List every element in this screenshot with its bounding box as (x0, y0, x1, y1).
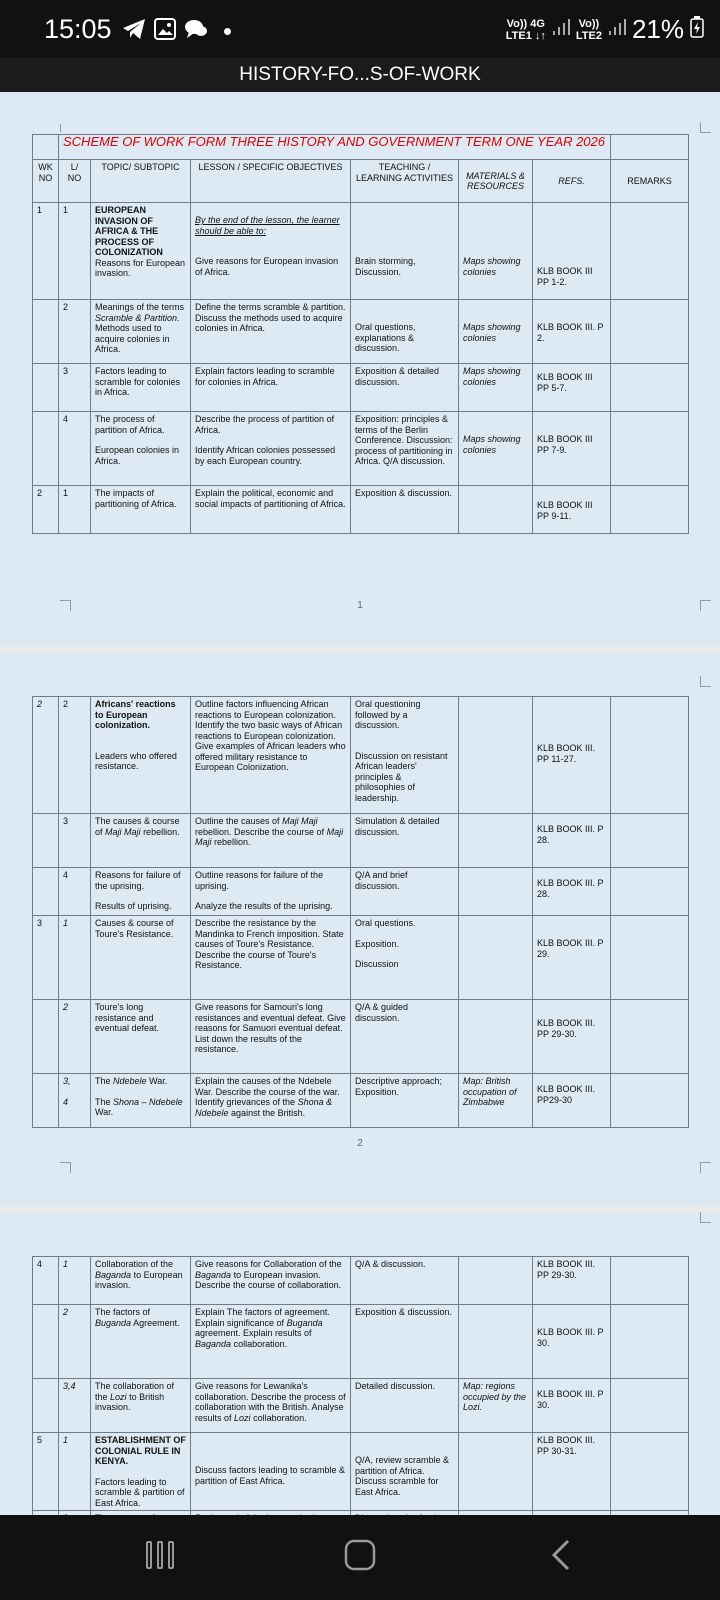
sim2-network: Vo)) LTE2 (575, 17, 602, 42)
topic-cell: Collaboration of the Baganda to European invasion. (91, 1257, 191, 1305)
activities-cell: Oral questions, explanations & discussion. (351, 300, 459, 364)
week-number: 2 (33, 486, 59, 534)
objectives-cell: Outline reasons for failure of the uprising. Analyze the results of the uprising. (191, 868, 351, 916)
activities-cell: Q/A & guided discussion. (351, 1000, 459, 1074)
gallery-icon (154, 18, 176, 45)
materials-cell: Maps showing colonies (459, 300, 533, 364)
refs-cell: KLB BOOK III. P 28. (533, 814, 611, 868)
activities-cell: Exposition: principles & terms of the Berlin Conference. Discussion: process of partitioning in Africa. Q/A discussion. (351, 412, 459, 486)
table-header-row (33, 160, 689, 203)
topic-cell: The process of partition of Africa. European colonies in Africa. (91, 412, 191, 486)
objectives-cell: Give reasons for Lewanika's collaboration. Describe the process of collaboration with the British. Analyse results of Lozi collaboration. (191, 1379, 351, 1433)
refs-cell: KLB BOOK III. PP 30-31. (533, 1433, 611, 1511)
objectives-cell: Define the terms scramble & partition. Discuss the methods used to acquire colonies in Africa. (191, 300, 351, 364)
refs-cell: KLB BOOK III PP 7-9. (533, 412, 611, 486)
page-corner-mark (700, 1212, 711, 1223)
page-corner-mark (700, 122, 711, 133)
objectives-cell: Explain The factors of agreement. Explain significance of Buganda agreement. Explain results of Baganda collaboration. (191, 1305, 351, 1379)
activities-cell: Oral questioning followed by a discussion. Discussion on resistant African leaders' principles & philosophies of leadership. (351, 697, 459, 814)
lesson-number: 3,4 (59, 1379, 91, 1433)
table-row (33, 1379, 689, 1433)
table-row (33, 300, 689, 364)
materials-cell: Map: regions occupied by the Lozi. (459, 1379, 533, 1433)
lesson-number: 1 (59, 203, 91, 300)
table-row (33, 1305, 689, 1379)
materials-cell: Maps showing colonies (459, 412, 533, 486)
refs-cell: KLB BOOK III. PP 11-27. (533, 697, 611, 814)
objectives-cell: Discuss factors leading to scramble & partition of East Africa. (191, 1433, 351, 1511)
lesson-number: 4 (59, 868, 91, 916)
document-page-3 (0, 1212, 720, 1515)
lesson-number: 1 (59, 486, 91, 534)
lesson-number: 2 (59, 300, 91, 364)
lesson-number: 3 (59, 364, 91, 412)
lesson-number: 4 (59, 412, 91, 486)
week-number: 3 (33, 916, 59, 1000)
objectives-cell: Describe the resistance by the Mandinka to French imposition. State causes of Toure's Resistance. Describe the course of Toure's Resistance. (191, 916, 351, 1000)
dot-icon (224, 28, 231, 35)
topic-cell: Reasons for failure of the uprising. Results of uprising. (91, 868, 191, 916)
week-number: 1 (33, 203, 59, 300)
week-number: 5 (33, 1433, 59, 1511)
objectives-cell: Explain the causes of the Ndebele War. Describe the course of the war. Identify grievances of the Shona & Ndebele against the British. (191, 1074, 351, 1128)
signal-icon (608, 18, 626, 41)
materials-cell: Map: British occupation of Zimbabwe (459, 1074, 533, 1128)
document-page-1 (0, 92, 720, 644)
table-title: SCHEME OF WORK FORM THREE HISTORY AND GOVERNMENT TERM ONE YEAR 2026 (59, 135, 611, 160)
lesson-number: 1 (59, 1433, 91, 1511)
table-row (33, 868, 689, 916)
activities-cell: Q/A and brief discussion. (351, 868, 459, 916)
activities-cell: Exposition & discussion. (351, 1305, 459, 1379)
topic-cell: The causes & course of Maji Maji rebellion. (91, 814, 191, 868)
header-wk-no: WK NO (33, 160, 59, 203)
lesson-number: 2 (59, 697, 91, 814)
table-row (33, 1433, 689, 1511)
topic-cell: ESTABLISHMENT OF COLONIAL RULE IN KENYA. Factors leading to scramble & partition of East Africa. (91, 1433, 191, 1511)
header-remarks: REMARKS (611, 160, 689, 203)
activities-cell: Brain storming, Discussion. (351, 203, 459, 300)
table-row (33, 486, 689, 534)
lesson-number: 2 (59, 1000, 91, 1074)
refs-cell: KLB BOOK III. PP29-30 (533, 1074, 611, 1128)
signal-icon (552, 18, 570, 41)
lesson-number: 2 (59, 1305, 91, 1379)
objectives-cell: Explain the political, economic and social impacts of partitioning of Africa. (191, 486, 351, 534)
objectives-cell: By the end of the lesson, the learner should be able to: Give reasons for European invasion of Africa. (191, 203, 351, 300)
objectives-cell: Give reasons for Collaboration of the Baganda to European invasion. Describe the course of collaboration. (191, 1257, 351, 1305)
week-number: 4 (33, 1257, 59, 1305)
refs-cell: KLB BOOK III. PP 29-30. (533, 1257, 611, 1305)
lesson-number: 1 (59, 916, 91, 1000)
materials-cell: Maps showing colonies (459, 203, 533, 300)
system-navigation-bar (0, 1515, 720, 1600)
refs-cell: KLB BOOK III. P 29. (533, 916, 611, 1000)
page-corner-mark (700, 1162, 711, 1173)
header-activities: TEACHING / LEARNING ACTIVITIES (351, 160, 459, 203)
topic-cell: The Ndebele War. The Shona – Ndebele War. (91, 1074, 191, 1128)
activities-cell: Oral questions. Exposition. Discussion (351, 916, 459, 1000)
clock: 15:05 (44, 14, 112, 44)
refs-cell: KLB BOOK III. P 30. (533, 1379, 611, 1433)
table-row (33, 697, 689, 814)
lesson-number: 1 (59, 1257, 91, 1305)
activities-cell: Exposition & discussion. (351, 486, 459, 534)
objectives-cell: Give reasons for Samouri's long resistances and eventual defeat. Give reasons for Samuori eventual defeat. List down the results of the resistance. (191, 1000, 351, 1074)
materials-cell: Maps showing colonies (459, 364, 533, 412)
refs-cell: KLB BOOK III PP 9-11. (533, 486, 611, 534)
activities-cell: Q/A & discussion. (351, 1257, 459, 1305)
battery-charging-icon (690, 16, 704, 43)
topic-cell: The factors of Buganda Agreement. (91, 1305, 191, 1379)
table-row (33, 1074, 689, 1128)
refs-cell: KLB BOOK III. P 28. (533, 868, 611, 916)
activities-cell: Descriptive approach; Exposition. (351, 1074, 459, 1128)
telegram-icon (122, 18, 146, 45)
week-number: 2 (33, 697, 59, 814)
objectives-cell: Explain factors leading to scramble for colonies in Africa. (191, 364, 351, 412)
activities-cell: Q/A, review scramble & partition of Africa. Discuss scramble for East Africa. (351, 1433, 459, 1511)
topic-cell: The collaboration of the Lozi to British invasion. (91, 1379, 191, 1433)
notification-icons (122, 18, 231, 45)
table-row (33, 1257, 689, 1305)
activities-cell: Simulation & detailed discussion. (351, 814, 459, 868)
topic-cell: The impacts of partitioning of Africa. (91, 486, 191, 534)
scheme-of-work-table (32, 134, 689, 534)
table-row (33, 203, 689, 300)
topic-cell: Factors leading to scramble for colonies in Africa. (91, 364, 191, 412)
table-row (33, 814, 689, 868)
topic-cell: Meanings of the terms Scramble & Partition. Methods used to acquire colonies in Africa. (91, 300, 191, 364)
sim1-network: Vo)) 4G LTE1 ↓↑ (505, 17, 546, 42)
header-materials: MATERIALS & RESOURCES (459, 160, 533, 203)
lesson-number: 3 (59, 814, 91, 868)
topic-cell: EUROPEAN INVASION OF AFRICA & THE PROCESS OF COLONIZATION Reasons for European invasion. (91, 203, 191, 300)
header-refs: REFS. (533, 160, 611, 203)
scheme-of-work-table (32, 1256, 689, 1541)
status-bar (0, 0, 720, 62)
topic-cell: Toure's long resistance and eventual defeat. (91, 1000, 191, 1074)
header-lesson-no: L/ NO (59, 160, 91, 203)
table-row (33, 916, 689, 1000)
page-corner-mark (700, 676, 711, 687)
table-row (33, 412, 689, 486)
home-button[interactable] (344, 1539, 376, 1579)
refs-cell: KLB BOOK III. PP 29-30. (533, 1000, 611, 1074)
back-button[interactable] (550, 1539, 574, 1579)
scheme-of-work-table (32, 696, 689, 1128)
refs-cell: KLB BOOK III PP 1-2. (533, 203, 611, 300)
refs-cell: KLB BOOK III PP 5-7. (533, 364, 611, 412)
topic-cell: Africans' reactions to European colonization. Leaders who offered resistance. (91, 697, 191, 814)
recent-apps-button[interactable] (144, 1539, 176, 1579)
page-corner-mark (60, 124, 61, 132)
header-topic: TOPIC/ SUBTOPIC (91, 160, 191, 203)
header-objectives: LESSON / SPECIFIC OBJECTIVES (191, 160, 351, 203)
refs-cell: KLB BOOK III. P 2. (533, 300, 611, 364)
refs-cell: KLB BOOK III. P 30. (533, 1305, 611, 1379)
page-corner-mark (60, 600, 71, 611)
table-row (33, 364, 689, 412)
chat-bubbles-icon (184, 18, 208, 45)
document-page-2 (0, 652, 720, 1206)
objectives-cell: Describe the process of partition of Africa. Identify African colonies possessed by each European country. (191, 412, 351, 486)
activities-cell: Detailed discussion. (351, 1379, 459, 1433)
activities-cell: Exposition & detailed discussion. (351, 364, 459, 412)
topic-cell: Causes & course of Toure's Resistance. (91, 916, 191, 1000)
page-corner-mark (60, 1162, 71, 1173)
objectives-cell: Outline the causes of Maji Maji rebellion. Describe the course of Maji Maji rebellion. (191, 814, 351, 868)
page-corner-mark (700, 600, 711, 611)
page-number: 2 (357, 1138, 363, 1149)
objectives-cell: Outline factors influencing African reactions to European colonization. Identify the two basic ways of African reactions to European colonization. Give examples of African leaders who offered military resistance to European Colonization. (191, 697, 351, 814)
table-row (33, 1000, 689, 1074)
battery-level: 21% (631, 14, 684, 44)
document-title: HISTORY-FO...S-OF-WORK (0, 58, 720, 92)
remarks-cell (611, 203, 689, 300)
page-number: 1 (357, 600, 363, 611)
lesson-number: 3, 4 (59, 1074, 91, 1128)
